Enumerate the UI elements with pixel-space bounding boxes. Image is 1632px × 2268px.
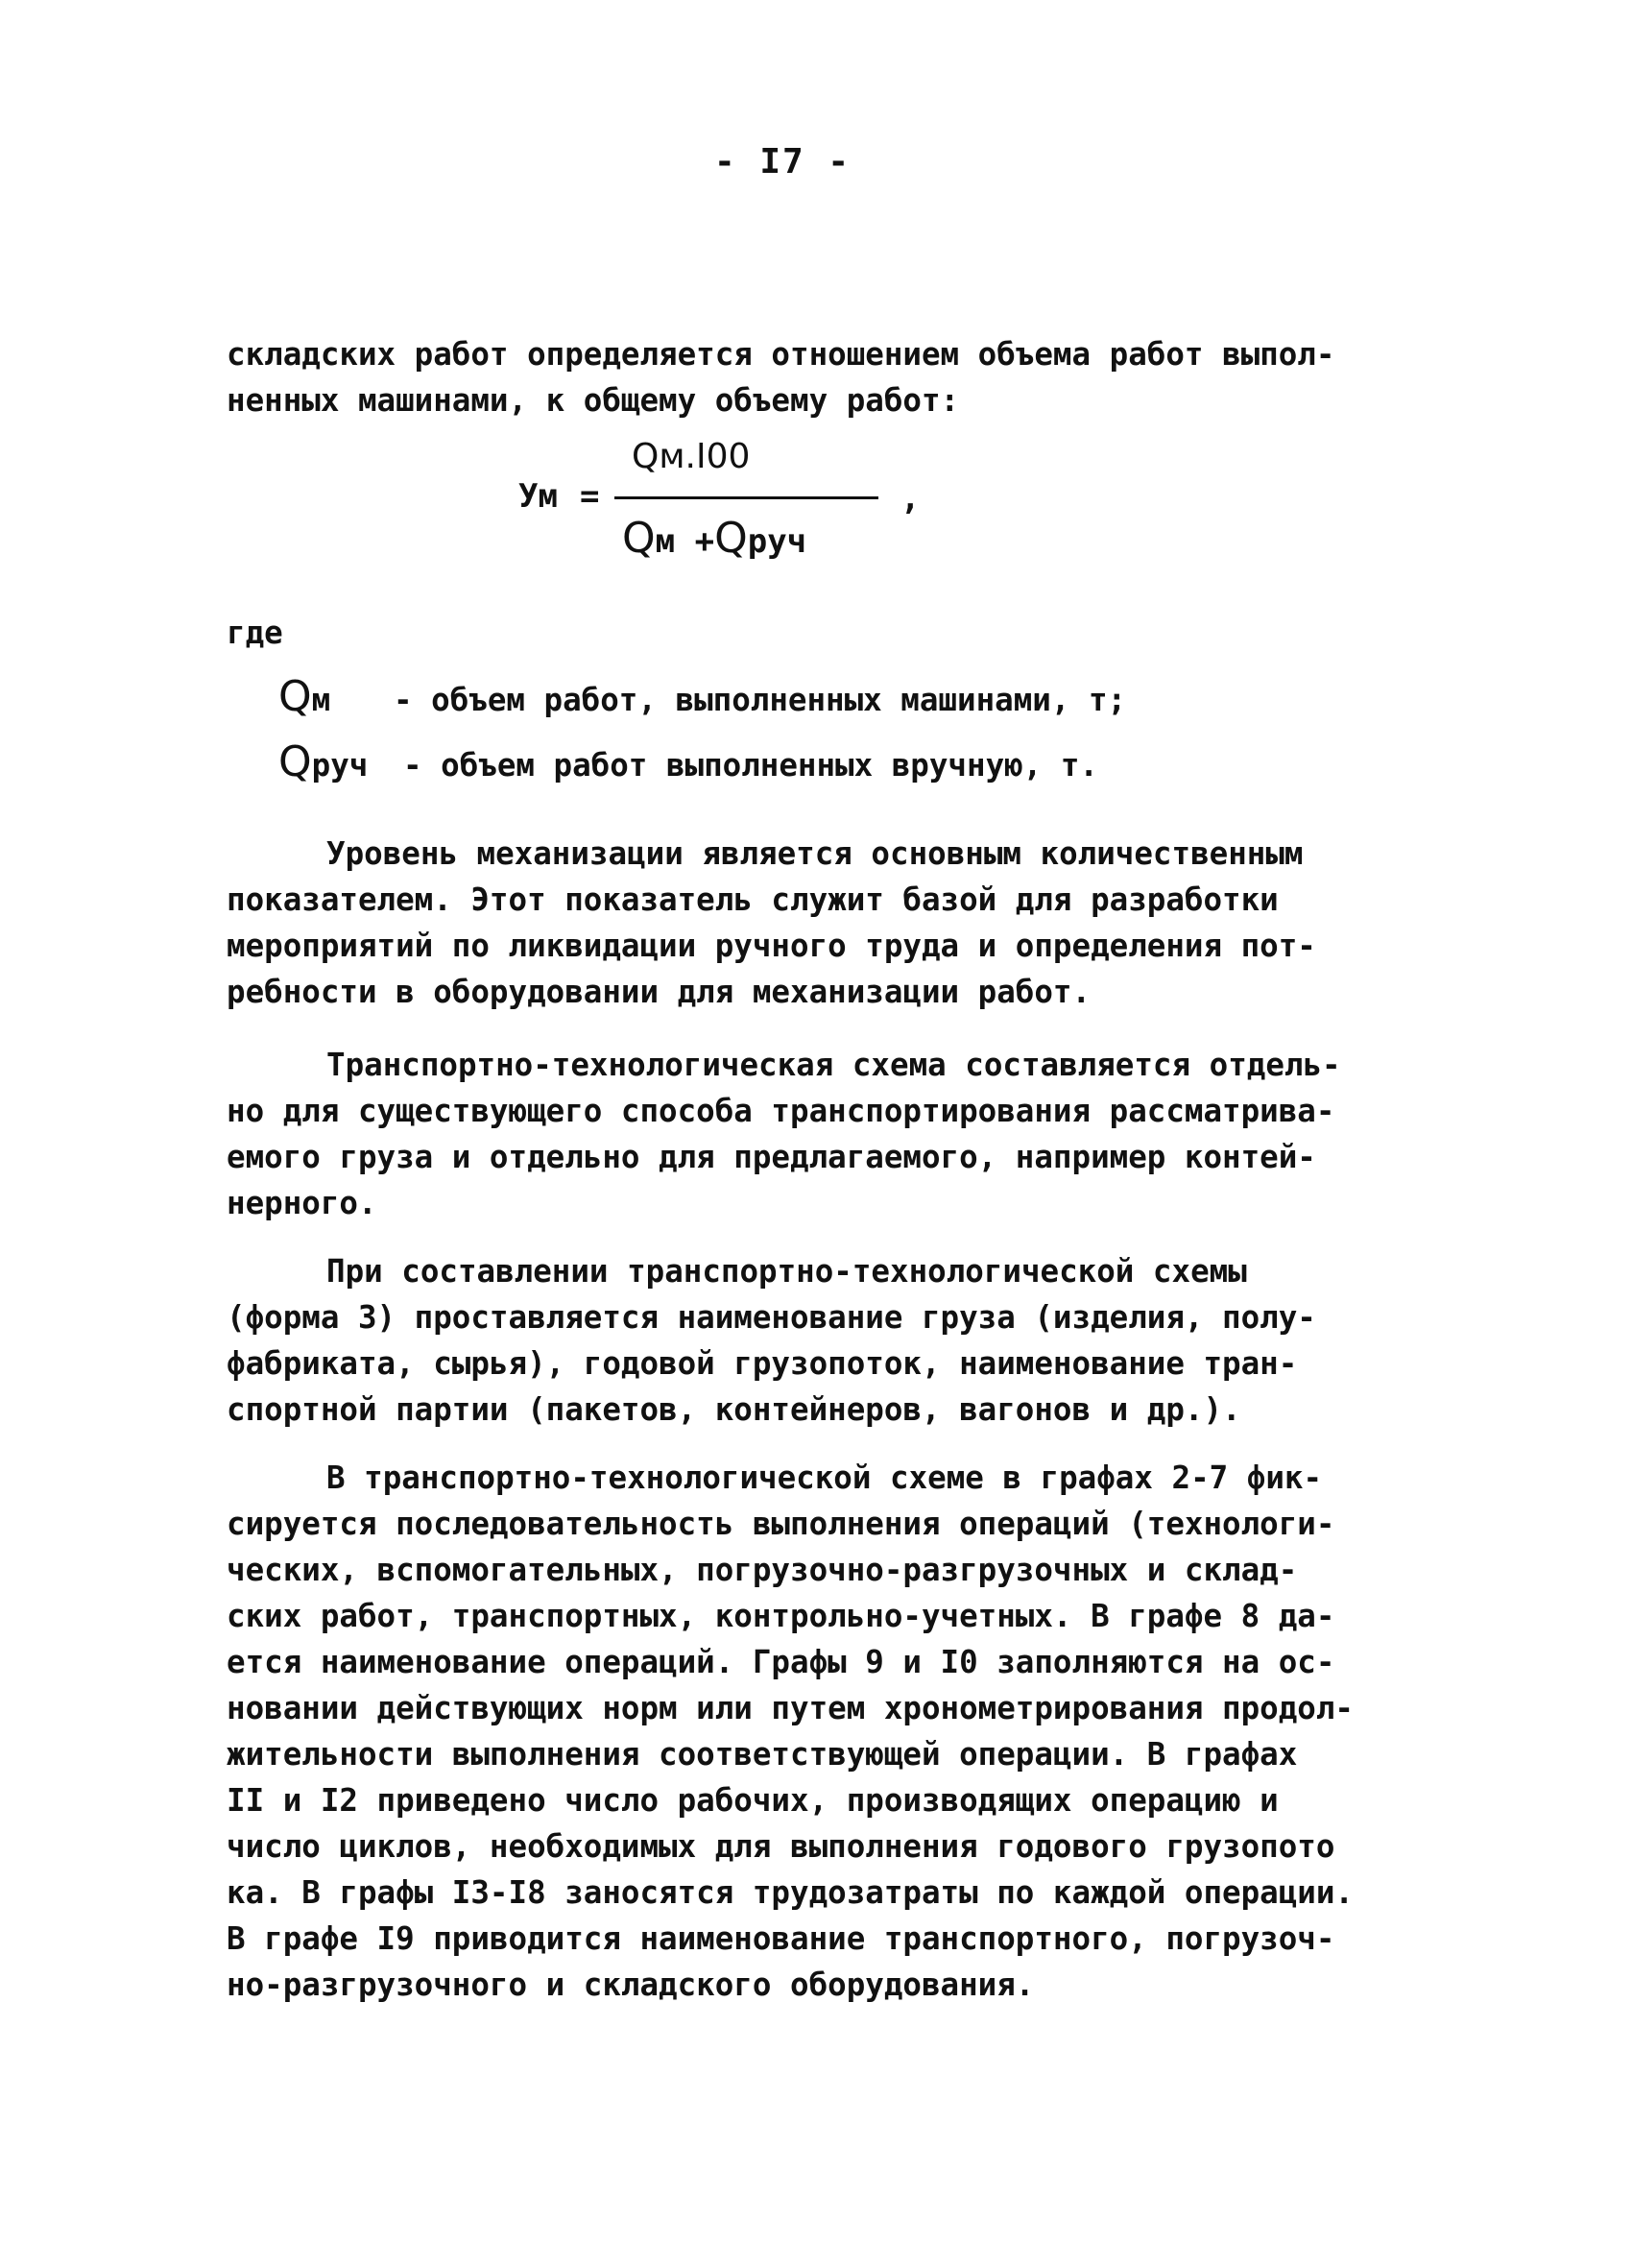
- formula-numerator-rest: м.I00: [659, 437, 751, 476]
- text-line: фабриката, сырья), годовой грузопоток, наименование тран-: [227, 1345, 1298, 1382]
- definition-text: - объем работ выполненных вручную, т.: [403, 747, 1098, 784]
- definition-text: - объем работ, выполненных машинами, т;: [394, 682, 1127, 718]
- text-line: новании действующих норм или путем хронометрирования продол-: [227, 1690, 1354, 1726]
- definition-symbol: [278, 737, 403, 786]
- formula-denominator-sub1: м: [655, 522, 676, 561]
- text-line: складских работ определяется отношением объема работ выпол-: [227, 336, 1335, 373]
- paragraph-columns: [227, 1455, 1417, 2008]
- mechanization-level-formula: [518, 437, 922, 581]
- fraction-bar: [614, 496, 878, 499]
- text-line: Уровень механизации является основным количественным: [326, 835, 1304, 872]
- text-line: II и I2 приведено число рабочих, производящих операцию и: [227, 1782, 1279, 1819]
- text-line: показателем. Этот показатель служит базой для разработки: [227, 881, 1279, 918]
- paragraph-mechanization-level: [227, 831, 1417, 1015]
- text-line: (форма 3) проставляется наименование груза (изделия, полу-: [227, 1299, 1316, 1336]
- text-line: но-разгрузочного и складского оборудования.: [227, 1966, 1035, 2003]
- text-line: В транспортно-технологической схеме в графах 2-7 фик-: [326, 1460, 1323, 1496]
- formula-denominator-q2: Q: [714, 514, 748, 563]
- text-line: число циклов, необходимых для выполнения годового грузопото: [227, 1828, 1335, 1865]
- definition-symbol-sub: руч: [311, 747, 369, 784]
- text-line: но для существующего способа транспортирования рассматрива-: [227, 1093, 1335, 1129]
- paragraph-form-3: [227, 1248, 1417, 1433]
- text-line: емого груза и отдельно для предлагаемого, например контей-: [227, 1139, 1316, 1175]
- formula-lhs: Ум: [518, 477, 558, 516]
- page-number: - I7 -: [713, 142, 852, 181]
- formula-numerator-q: Q: [632, 437, 660, 476]
- text-line: жительности выполнения соответствующей операции. В графах: [227, 1736, 1298, 1773]
- text-line: нерного.: [227, 1185, 377, 1221]
- formula-denominator-sub2: руч: [747, 522, 807, 561]
- text-line: В графе I9 приводится наименование транспортного, погрузоч-: [227, 1920, 1335, 1957]
- where-label: где: [227, 615, 283, 651]
- definition-symbol: [278, 672, 394, 721]
- formula-denominator: [622, 514, 806, 563]
- intro-paragraph: [227, 331, 1417, 423]
- text-line: При составлении транспортно-технологической схемы: [326, 1253, 1247, 1290]
- definition-machine-volume: [278, 672, 1126, 721]
- text-line: сируется последовательность выполнения операций (технологи-: [227, 1506, 1335, 1542]
- definition-symbol-q: Q: [278, 737, 312, 786]
- formula-numerator: [632, 437, 750, 476]
- formula-equals: =: [580, 477, 600, 516]
- text-line: Транспортно-технологическая схема составляется отдель-: [326, 1047, 1341, 1083]
- paragraph-transport-scheme: [227, 1042, 1417, 1226]
- formula-trailing-comma: ,: [900, 479, 921, 518]
- definition-symbol-sub: м: [311, 682, 331, 718]
- text-line: ских работ, транспортных, контрольно-учетных. В графе 8 да-: [227, 1598, 1335, 1634]
- text-line: ребности в оборудовании для механизации работ.: [227, 974, 1092, 1010]
- text-line: ненных машинами, к общему объему работ:: [227, 382, 960, 419]
- formula-denominator-q1: Q: [622, 514, 656, 563]
- text-line: спортной партии (пакетов, контейнеров, вагонов и др.).: [227, 1391, 1241, 1428]
- text-line: ется наименование операций. Графы 9 и I0 заполняются на ос-: [227, 1644, 1335, 1680]
- text-line: ка. В графы I3-I8 заносятся трудозатраты по каждой операции.: [227, 1874, 1354, 1911]
- definition-manual-volume: [278, 737, 1098, 786]
- definition-symbol-q: Q: [278, 672, 312, 721]
- text-line: ческих, вспомогательных, погрузочно-разгрузочных и склад-: [227, 1552, 1298, 1588]
- formula-denominator-plus: +: [694, 522, 715, 561]
- text-line: мероприятий по ликвидации ручного труда и определения пот-: [227, 928, 1316, 964]
